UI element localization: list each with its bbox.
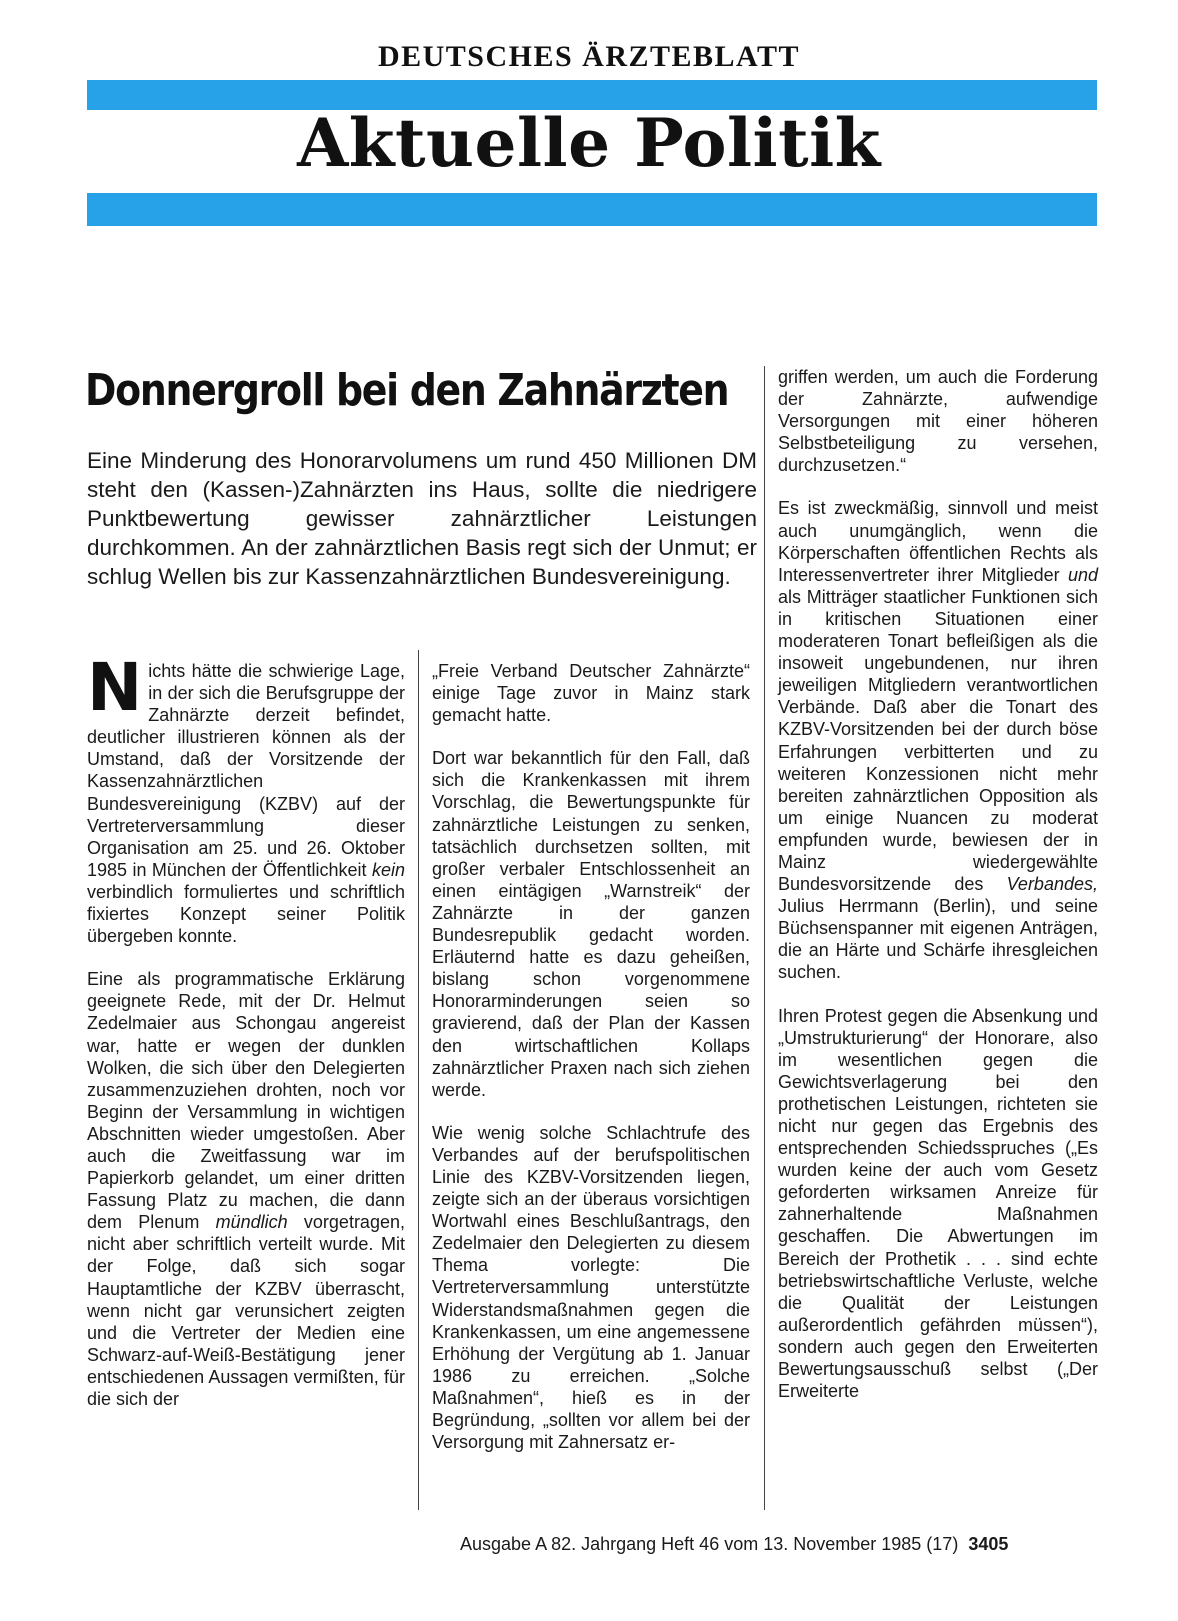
article-column-3 <box>778 366 1098 1423</box>
article-column-1 <box>87 649 405 1431</box>
paragraph-text: als Mitträger staatlicher Funktionen sich in kritischen Situationen einer moderateren Tonart befleißigen als die insoweit ungebundenen, nur ihren jeweiligen Mitgliedern verantwortlichen Verbände. Daß aber die Tonart des KZBV-Vorsitzenden bei der durch böse Erfahrungen verbitterten und zu weiteren Konzessionen nicht mehr bereiten zahnärztlichen Opposition als um einige Nuancen zu moderat empfunden wurde, bewiesen der in Mainz wiedergewählte Bundesvorsitzende des <box>778 586 1098 895</box>
emphasis: Verbandes, <box>1006 874 1098 895</box>
emphasis: mündlich <box>215 1212 288 1233</box>
emphasis: und <box>1067 564 1098 585</box>
issue-info: Ausgabe A 82. Jahrgang Heft 46 vom 13. November 1985 (17) <box>460 1534 959 1554</box>
page-number: 3405 <box>968 1534 1009 1554</box>
accent-bar-bottom <box>87 193 1097 226</box>
article-lead: Eine Minderung des Honorarvolumens um rund 450 Millionen DM steht den (Kassen-)Zahnärzten ins Haus, sollte die niedrigere Punktbewertung gewisser zahnärztlicher Leistungen durchkommen. An der zahnärztlichen Basis regt sich der Unmut; er schlug Wellen bis zur Kassenzahnärztlichen Bundesvereinigung. <box>87 448 757 589</box>
paragraph <box>778 497 1098 983</box>
column-divider <box>764 366 765 1510</box>
paragraph-text: Es ist zweckmäßig, sinnvoll und meist auch unumgänglich, wenn die Körperschaften öffentlichen Rechts als Interessenvertreter ihrer Mitglieder <box>778 498 1098 585</box>
masthead: DEUTSCHES ÄRZTEBLATT <box>377 40 801 73</box>
section-title: Aktuelle Politik <box>297 104 881 182</box>
column-divider <box>418 650 419 1510</box>
paragraph <box>87 649 405 947</box>
emphasis: kein <box>371 859 405 880</box>
paragraph: Dort war bekanntlich für den Fall, daß sich die Krankenkassen mit ihrem Vorschlag, die Bewertungspunkte für zahnärztliche Leistungen zu senken, tatsächlich durchsetzen sollten, mit großer verbaler Entschlossenheit an einen eintägigen „Warnstreik“ der Zahnärzte in der ganzen Bundesrepublik gedacht worden. Erläuternd hatte es dazu geheißen, bislang schon vorgenommene Honorarminderungen seien so gravierend, daß der Plan der Kassen den wirtschaftlichen Kollaps zahnärztlicher Praxen nach sich ziehen werde. <box>432 748 750 1100</box>
paragraph-text: verbindlich formuliertes und schriftlich fixiertes Konzept seiner Politik übergeben konnte. <box>87 881 405 947</box>
article-headline: Donnergroll bei den Zahnärzten <box>85 365 729 416</box>
paragraph-text: ichts hätte die schwierige Lage, in der sich die Berufsgruppe der Zahnärzte derzeit befindet, deutlicher illustrieren können als der Umstand, daß der Vorsitzende der Kassenzahnärztlichen Bundesvereinigung (KZBV) auf der Vertreterversammlung dieser Organisation am 25. und 26. Oktober 1985 in München der Öffentlichkeit <box>87 661 405 880</box>
drop-cap: N <box>87 649 143 726</box>
paragraph <box>87 968 405 1410</box>
article-column-2 <box>432 660 750 1474</box>
paragraph: „Freie Verband Deutscher Zahnärzte“ einige Tage zuvor in Mainz stark gemacht hatte. <box>432 661 750 726</box>
paragraph: Wie wenig solche Schlachtrufe des Verbandes auf der berufspolitischen Linie des KZBV-Vorsitzenden liegen, zeigte sich an der überaus vorsichtigen Wortwahl eines Beschlußantrags, den Zedelmaier den Delegierten zu diesem Thema vorlegte: Die Vertreterversammlung unterstützte Widerstandsmaßnahmen gegen die Krankenkassen, um eine angemessene Erhöhung der Vergütung ab 1. Januar 1986 zu erreichen. „Solche Maßnahmen“, hieß es in der Begründung, „sollten vor allem bei der Versorgung mit Zahnersatz er- <box>432 1122 750 1453</box>
paragraph-text: Julius Herrmann (Berlin), und seine Büchsenspanner mit eigenen Anträgen, die an Härte und Schärfe ihresgleichen suchen. <box>778 896 1098 983</box>
paragraph-text: vorgetragen, nicht aber schriftlich verteilt wurde. Mit der Folge, daß sich sogar Hauptamtliche der KZBV überrascht, wenn nicht gar verunsichert zeigten und die Vertreter der Medien eine Schwarz-auf-Weiß-Bestätigung jener entschiedenen Aussagen vermißten, für die sich der <box>87 1212 405 1409</box>
paragraph: Ihren Protest gegen die Absenkung und „Umstrukturierung“ der Honorare, also im wesentlichen gegen die Gewichtsverlagerung bei den prothetischen Leistungen, richteten sie nicht nur gegen das Ergebnis des entsprechenden Schiedsspruches („Es wurden keine der auch vom Gesetz geforderten wirksamen Anreize für zahnerhaltende Maßnahmen geschaffen. Die Abwertungen im Bereich der Prothetik . . . sind echte betriebswirtschaftliche Verluste, welche die Qualität der Leistungen außerordentlich gefährden müssen“), sondern auch gegen den Erweiterten Bewertungsausschuß selbst („Der Erweiterte <box>778 1005 1098 1402</box>
paragraph: griffen werden, um auch die Forderung der Zahnärzte, aufwendige Versorgungen mit einer höheren Selbstbeteiligung zu versehen, durchzusetzen.“ <box>778 367 1098 476</box>
page-footer <box>460 1534 1100 1555</box>
paragraph-text: Eine als programmatische Erklärung geeignete Rede, mit der Dr. Helmut Zedelmaier aus Schongau angereist war, hatte er wegen der dunklen Wolken, die sich über den Delegierten zusammenzuziehen drohten, noch vor Beginn der Versammlung in wichtigen Abschnitten wieder umgestoßen. Aber auch die Zweitfassung war im Papierkorb gelandet, um einer dritten Fassung Platz zu machen, die dann dem Plenum <box>87 969 405 1233</box>
